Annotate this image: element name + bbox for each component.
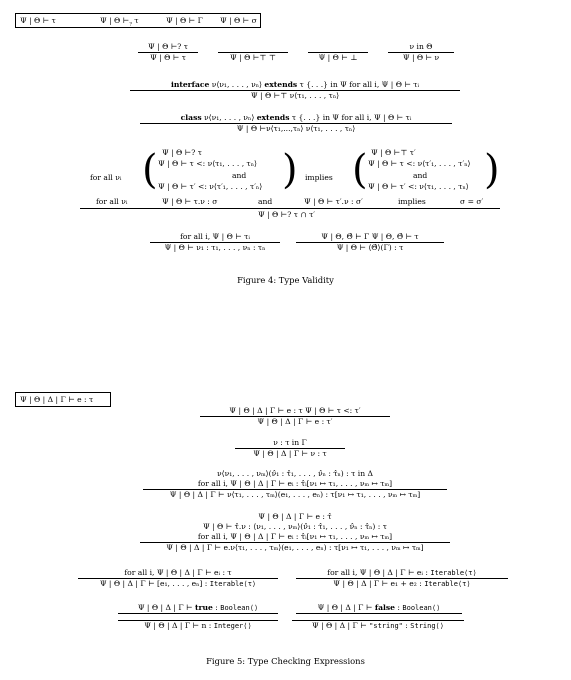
big-r2: Ψ | Θ ⊢ τ <: ν⟨τ′₁, . . . , τ′ₙ⟩ [368, 159, 471, 168]
big-l3: Ψ | Θ ⊢ τ′ <: ν⟨τ′₁, . . . , τ′ₙ⟩ [158, 182, 263, 191]
judgment-sigma: Ψ | Θ ⊢ σ [220, 16, 257, 25]
rule-integer: Ψ | Θ | Δ | Γ ⊢ n : Integer⟨⟩ [118, 620, 278, 631]
judgment-gamma: Ψ | Θ ⊢ Γ [166, 16, 203, 25]
judgment-type-partial: Ψ | Θ $⊢_?$ τ [100, 16, 139, 28]
big-l2: Ψ | Θ ⊢ τ <: ν⟨τ₁, . . . , τₙ⟩ [158, 159, 257, 168]
rule-class: class ν⟨ν₁, . . . , νₙ⟩ extends τ {. . .} in Ψ for all i, Ψ | Θ ⊢ τᵢ Ψ | Θ ⊢ν⟨τ₁,...,τₙ⟩ ν⟨τ₁, . . . , τₙ⟩ [140, 113, 452, 134]
big-forall-nu: for all νᵢ [90, 173, 122, 182]
rule-sigma: Ψ | Θ, Θ̂ ⊢ Γ Ψ | Θ, Θ̂ ⊢ τ Ψ | Θ ⊢ ⟨Θ̂⟩(Γ) : τ [296, 232, 444, 253]
right-paren-1: ) [282, 147, 298, 193]
rule-top: Ψ | Θ ⊢⊤ ⊤ [218, 42, 288, 63]
rule-string: Ψ | Θ | Δ | Γ ⊢ "string" : String⟨⟩ [292, 620, 464, 631]
big-r3: Ψ | Θ ⊢ τ′ <: ν⟨τ₁, . . . , τₙ⟩ [368, 182, 469, 191]
rule-intersection [80, 146, 500, 226]
rule-subsumption: Ψ | Θ | Δ | Γ ⊢ e : τ Ψ | Θ ⊢ τ <: τ′ Ψ | Θ | Δ | Γ ⊢ e : τ′ [200, 406, 390, 427]
rule-var: ν : τ in Γ Ψ | Θ | Δ | Γ ⊢ ν : τ [235, 438, 345, 459]
left-paren-1: ( [142, 147, 158, 193]
big-conc: Ψ | Θ ⊢? τ ∩ τ′ [258, 210, 316, 219]
figure-5-caption: Figure 5: Type Checking Expressions [206, 656, 365, 666]
row2-and: and [258, 197, 273, 206]
row2-c: σ = σ′ [460, 197, 484, 206]
rule-gamma: for all i, Ψ | Θ ⊢ τᵢ Ψ | Θ ⊢ ν₁ : τ₁, . . . , νₙ : τₙ [150, 232, 280, 253]
rule-bottom: Ψ | Θ ⊢ ⊥ [308, 42, 368, 63]
rule-concat: for all i, Ψ | Θ | Δ | Γ ⊢ eᵢ : Iterable⟨τ⟩ Ψ | Θ | Δ | Γ ⊢ e₁ + e₂ : Iterable⟨τ⟩ [296, 568, 508, 589]
rule-list-literal: for all i, Ψ | Θ | Δ | Γ ⊢ eᵢ : τ Ψ | Θ | Δ | Γ ⊢ [e₁, . . . , eₙ] : Iterable⟨τ⟩ [78, 568, 278, 589]
row2-forall: for all νᵢ [96, 197, 128, 206]
big-implies: implies [305, 173, 333, 182]
row2-implies: implies [398, 197, 426, 206]
big-and-1: and [232, 171, 247, 180]
left-paren-2: ( [352, 147, 368, 193]
rule-method-call: Ψ | Θ | Δ | Γ ⊢ e : τ̂ Ψ | Θ ⊢ τ̂.ν : ⟨ν₁, . . . , νₘ⟩(ν̂₁ : τ̂₁, . . . , ν̂ₙ : τ̂ₙ) : τ for all i, Ψ | Θ | Δ | Γ ⊢ eᵢ : τ̂ᵢ[ν₁ ↦ τ₁, . . . , νₘ ↦ τₘ] Ψ | Θ | Δ | Γ ⊢ e.ν⟨τ₁, . . . , τₘ⟩(e₁, . . . , eₙ) : τ[ν₁ ↦ τ₁, . . . , νₘ ↦ τₘ] [140, 512, 450, 553]
row2-b: Ψ | Θ ⊢ τ′.ν : σ′ [304, 197, 363, 206]
rule-true: Ψ | Θ | Δ | Γ ⊢ true : Boolean⟨⟩ [118, 603, 278, 614]
figure-4-caption: Figure 4: Type Validity [237, 275, 334, 285]
expr-judgment-box [15, 392, 111, 407]
judgment-type-valid: Ψ | Θ ⊢ τ [20, 16, 56, 25]
big-r1: Ψ | Θ ⊢⊤ τ′ [371, 148, 416, 157]
rule-call: ν⟨ν₁, . . . , νₘ⟩(ν̂₁ : τ̂₁, . . . , ν̂ₙ : τ̂ₙ) : τ in Δ for all i, Ψ | Θ | Δ | Γ ⊢ eᵢ : τ̂ᵢ[ν₁ ↦ τ₁, . . . , νₘ ↦ τₘ] Ψ | Θ | Δ | Γ ⊢ ν⟨τ₁, . . . , τₘ⟩(e₁, . . . , eₙ) : τ[ν₁ ↦ τ₁, . . . , νₘ ↦ τₘ] [143, 469, 447, 500]
rule-interface: interface ν⟨ν₁, . . . , νₙ⟩ extends τ {. . .} in Ψ for all i, Ψ | Θ ⊢ τᵢ Ψ | Θ ⊢⊤ ν⟨τ₁, . . . , τₙ⟩ [130, 80, 460, 101]
big-and-2: and [413, 171, 428, 180]
rule-false: Ψ | Θ | Δ | Γ ⊢ false : Boolean⟨⟩ [296, 603, 462, 614]
right-paren-2: ) [484, 147, 500, 193]
row2-a: Ψ | Θ ⊢ τ.ν : σ [162, 197, 218, 206]
judgment-forms-box [15, 13, 261, 28]
rule-partial-to-full: Ψ | Θ ⊢? τ Ψ | Θ ⊢ τ [138, 42, 198, 63]
big-rule-line [80, 208, 500, 209]
rule-type-variable: ν in Θ Ψ | Θ ⊢ ν [388, 42, 454, 63]
expr-judgment: Ψ | Θ | Δ | Γ ⊢ e : τ [20, 395, 94, 404]
big-l1: Ψ | Θ ⊢? τ [162, 148, 202, 157]
